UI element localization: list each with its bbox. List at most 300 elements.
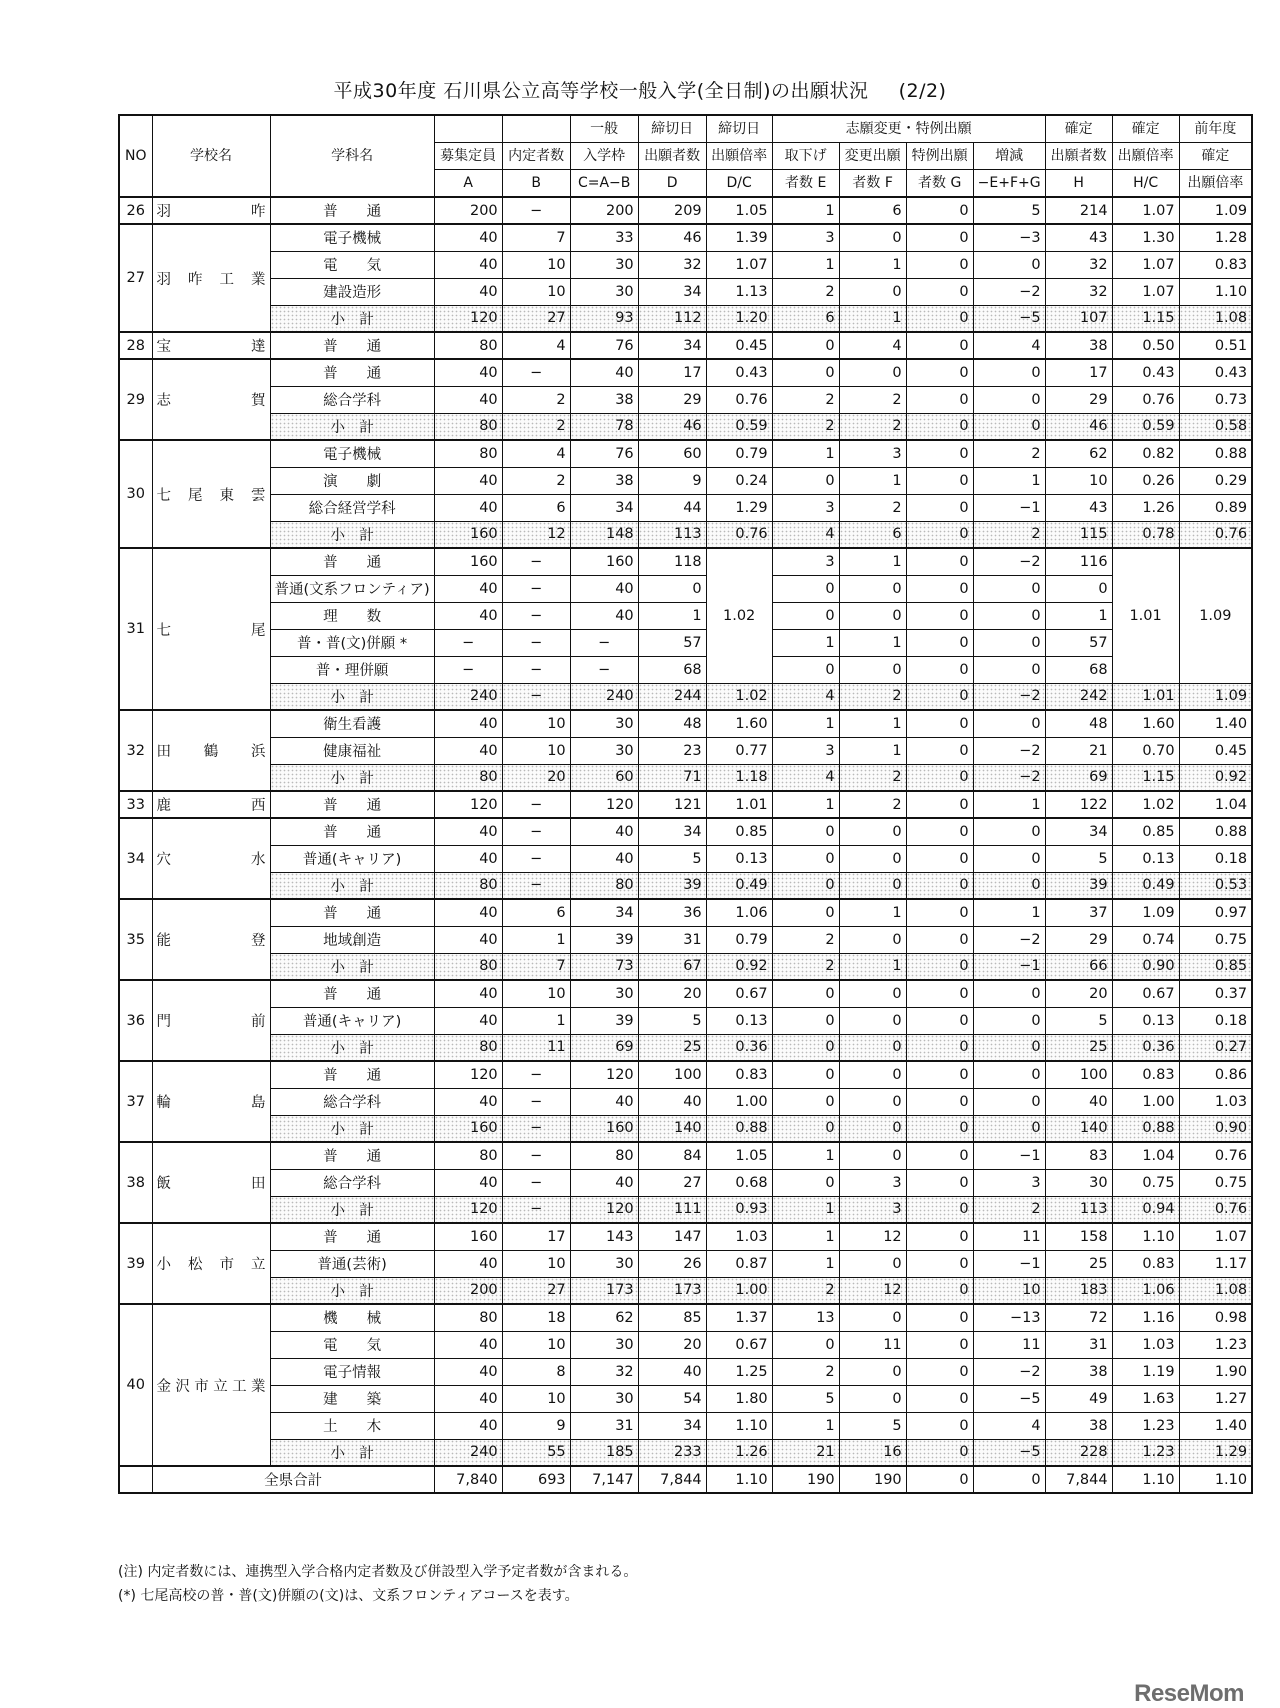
cell-e: 1 <box>772 251 839 278</box>
header-admitted-code: B <box>502 170 570 198</box>
cell-dc: 0.92 <box>706 953 772 980</box>
cell-d: 39 <box>638 872 706 899</box>
subtotal-row <box>119 1196 1252 1223</box>
cell-d: 111 <box>638 1196 706 1223</box>
cell-prev: 0.92 <box>1179 764 1252 791</box>
subtotal-row <box>119 1277 1252 1304</box>
total-c: 7,147 <box>570 1466 638 1493</box>
cell-d: 57 <box>638 629 706 656</box>
cell-g: 0 <box>906 1007 973 1034</box>
cell-a: 120 <box>434 1196 502 1223</box>
cell-g: 0 <box>906 224 973 251</box>
cell-f: 0 <box>839 980 906 1007</box>
cell-prev: 0.88 <box>1179 818 1252 845</box>
footnote-1: (注) 内定者数には、連携型入学合格内定者数及び併設型入学予定者数が含まれる。 <box>118 1564 638 1580</box>
subtotal-row <box>119 1439 1252 1466</box>
cell-efg: 2 <box>973 1196 1045 1223</box>
cell-f: 0 <box>839 818 906 845</box>
cell-hc: 0.50 <box>1112 332 1179 359</box>
header-final-ratio: 出願倍率 <box>1112 143 1179 170</box>
cell-f: 0 <box>839 872 906 899</box>
cell-c: 69 <box>570 1034 638 1061</box>
cell-d: 100 <box>638 1061 706 1088</box>
cell-c: 62 <box>570 1304 638 1331</box>
cell-efg: 0 <box>973 359 1045 386</box>
cell-b: 6 <box>502 494 570 521</box>
subtotal-row <box>119 521 1252 548</box>
cell-d: 60 <box>638 440 706 467</box>
dept-name: 総合学科 <box>270 1169 434 1196</box>
dept-name: 地域創造 <box>270 926 434 953</box>
cell-f: 3 <box>839 1196 906 1223</box>
table-row <box>119 440 1252 467</box>
cell-hc: 1.03 <box>1112 1331 1179 1358</box>
cell-hc: 1.00 <box>1112 1088 1179 1115</box>
cell-g: 0 <box>906 1169 973 1196</box>
cell-e: 0 <box>772 980 839 1007</box>
subtotal-row <box>119 764 1252 791</box>
page-indicator: (2/2) <box>898 80 947 102</box>
cell-c: 120 <box>570 1061 638 1088</box>
cell-a: 40 <box>434 845 502 872</box>
cell-efg: 5 <box>973 197 1045 224</box>
cell-d: 25 <box>638 1034 706 1061</box>
school-name: 輪 島 <box>152 1061 270 1142</box>
cell-prev: 1.03 <box>1179 1088 1252 1115</box>
cell-e: 1 <box>772 1196 839 1223</box>
header-delta: 増減 <box>973 143 1045 170</box>
cell-g: 0 <box>906 548 973 575</box>
table-row <box>119 1412 1252 1439</box>
cell-d: 31 <box>638 926 706 953</box>
cell-a: 200 <box>434 197 502 224</box>
cell-dc: 0.77 <box>706 737 772 764</box>
cell-d: 27 <box>638 1169 706 1196</box>
cell-b: 10 <box>502 278 570 305</box>
cell-g: 0 <box>906 737 973 764</box>
cell-prev: 1.23 <box>1179 1331 1252 1358</box>
merged-ratio-prev: 1.09 <box>1179 548 1252 683</box>
school-no: 38 <box>119 1142 152 1223</box>
cell-a: 160 <box>434 548 502 575</box>
table-row <box>119 845 1252 872</box>
cell-dc: 0.67 <box>706 1331 772 1358</box>
cell-g: 0 <box>906 1034 973 1061</box>
cell-g: 0 <box>906 845 973 872</box>
cell-dc: 1.20 <box>706 305 772 332</box>
cell-d: 48 <box>638 710 706 737</box>
header-deadline-ratio-code: D/C <box>706 170 772 198</box>
cell-h: 43 <box>1045 224 1112 251</box>
cell-prev: 0.98 <box>1179 1304 1252 1331</box>
cell-efg: 0 <box>973 818 1045 845</box>
dept-name: 健康福祉 <box>270 737 434 764</box>
cell-b: 10 <box>502 737 570 764</box>
cell-e: 1 <box>772 629 839 656</box>
cell-hc: 1.26 <box>1112 494 1179 521</box>
cell-h: 68 <box>1045 656 1112 683</box>
subtotal-label: 小 計 <box>270 953 434 980</box>
cell-h: 25 <box>1045 1034 1112 1061</box>
school-name: 宝 達 <box>152 332 270 359</box>
table-row <box>119 386 1252 413</box>
school-name: 飯 田 <box>152 1142 270 1223</box>
cell-f: 0 <box>839 845 906 872</box>
total-e: 190 <box>772 1466 839 1493</box>
cell-g: 0 <box>906 1439 973 1466</box>
cell-g: 0 <box>906 953 973 980</box>
cell-efg: −2 <box>973 548 1045 575</box>
cell-a: 40 <box>434 467 502 494</box>
cell-prev: 1.04 <box>1179 791 1252 818</box>
cell-d: 34 <box>638 278 706 305</box>
cell-a: 40 <box>434 818 502 845</box>
cell-f: 0 <box>839 1034 906 1061</box>
dept-name: 電子機械 <box>270 224 434 251</box>
cell-d: 71 <box>638 764 706 791</box>
dept-name: 普 通 <box>270 1142 434 1169</box>
cell-g: 0 <box>906 1061 973 1088</box>
total-row <box>119 1466 1252 1493</box>
cell-h: 37 <box>1045 899 1112 926</box>
cell-efg: 0 <box>973 980 1045 1007</box>
cell-e: 3 <box>772 737 839 764</box>
cell-prev: 1.09 <box>1179 197 1252 224</box>
cell-e: 4 <box>772 521 839 548</box>
cell-b: − <box>502 1088 570 1115</box>
cell-dc: 1.25 <box>706 1358 772 1385</box>
cell-b: 27 <box>502 305 570 332</box>
total-prev: 1.10 <box>1179 1466 1252 1493</box>
cell-dc: 1.02 <box>706 683 772 710</box>
cell-hc: 0.49 <box>1112 872 1179 899</box>
cell-g: 0 <box>906 440 973 467</box>
table-row <box>119 791 1252 818</box>
cell-c: 30 <box>570 980 638 1007</box>
cell-f: 3 <box>839 440 906 467</box>
header-withdrawn: 取下げ <box>772 143 839 170</box>
cell-h: 69 <box>1045 764 1112 791</box>
cell-b: 17 <box>502 1223 570 1250</box>
header-changed: 変更出願 <box>839 143 906 170</box>
cell-c: 30 <box>570 278 638 305</box>
cell-e: 0 <box>772 1088 839 1115</box>
cell-h: 0 <box>1045 575 1112 602</box>
cell-c: 120 <box>570 791 638 818</box>
cell-hc: 0.26 <box>1112 467 1179 494</box>
cell-b: − <box>502 359 570 386</box>
table-row <box>119 1250 1252 1277</box>
cell-a: 120 <box>434 1061 502 1088</box>
cell-prev: 1.29 <box>1179 1439 1252 1466</box>
cell-d: 9 <box>638 467 706 494</box>
cell-efg: 0 <box>973 710 1045 737</box>
cell-hc: 1.07 <box>1112 278 1179 305</box>
cell-b: − <box>502 1196 570 1223</box>
school-no: 31 <box>119 548 152 710</box>
header-final-applicants-code: H <box>1045 170 1112 198</box>
cell-b: 11 <box>502 1034 570 1061</box>
cell-hc: 0.82 <box>1112 440 1179 467</box>
cell-h: 32 <box>1045 251 1112 278</box>
cell-d: 5 <box>638 1007 706 1034</box>
subtotal-label: 小 計 <box>270 1277 434 1304</box>
header-special: 特例出願 <box>906 143 973 170</box>
cell-c: 93 <box>570 305 638 332</box>
cell-dc: 0.88 <box>706 1115 772 1142</box>
cell-hc: 0.59 <box>1112 413 1179 440</box>
cell-d: 54 <box>638 1385 706 1412</box>
dept-name: 電 気 <box>270 251 434 278</box>
cell-g: 0 <box>906 1331 973 1358</box>
cell-a: 40 <box>434 494 502 521</box>
cell-g: 0 <box>906 467 973 494</box>
cell-a: 40 <box>434 926 502 953</box>
cell-dc: 1.18 <box>706 764 772 791</box>
table-row <box>119 1358 1252 1385</box>
header-prev-ratio: 確定 <box>1179 143 1252 170</box>
cell-b: − <box>502 602 570 629</box>
cell-a: 240 <box>434 1439 502 1466</box>
cell-prev: 0.45 <box>1179 737 1252 764</box>
cell-efg: 1 <box>973 467 1045 494</box>
cell-dc: 1.01 <box>706 791 772 818</box>
cell-f: 1 <box>839 737 906 764</box>
cell-f: 1 <box>839 548 906 575</box>
cell-b: − <box>502 683 570 710</box>
cell-g: 0 <box>906 413 973 440</box>
cell-b: 10 <box>502 710 570 737</box>
cell-c: 148 <box>570 521 638 548</box>
cell-c: 40 <box>570 1088 638 1115</box>
cell-f: 0 <box>839 1250 906 1277</box>
cell-hc: 0.78 <box>1112 521 1179 548</box>
cell-c: 143 <box>570 1223 638 1250</box>
cell-e: 1 <box>772 440 839 467</box>
cell-f: 2 <box>839 494 906 521</box>
cell-f: 1 <box>839 629 906 656</box>
cell-c: 40 <box>570 575 638 602</box>
school-no: 34 <box>119 818 152 899</box>
school-name: 鹿 西 <box>152 791 270 818</box>
cell-f: 0 <box>839 1385 906 1412</box>
cell-hc: 1.60 <box>1112 710 1179 737</box>
dept-name: 普 通 <box>270 359 434 386</box>
cell-hc: 1.09 <box>1112 899 1179 926</box>
cell-e: 4 <box>772 764 839 791</box>
cell-h: 214 <box>1045 197 1112 224</box>
cell-h: 1 <box>1045 602 1112 629</box>
cell-g: 0 <box>906 602 973 629</box>
cell-efg: 1 <box>973 899 1045 926</box>
cell-dc: 1.06 <box>706 899 772 926</box>
cell-efg: −2 <box>973 737 1045 764</box>
cell-dc: 1.37 <box>706 1304 772 1331</box>
cell-hc: 1.23 <box>1112 1412 1179 1439</box>
dept-name: 普 通 <box>270 899 434 926</box>
dept-name: 普 通 <box>270 980 434 1007</box>
cell-f: 1 <box>839 899 906 926</box>
cell-prev: 1.90 <box>1179 1358 1252 1385</box>
cell-f: 1 <box>839 953 906 980</box>
cell-efg: 0 <box>973 386 1045 413</box>
cell-h: 17 <box>1045 359 1112 386</box>
cell-hc: 0.85 <box>1112 818 1179 845</box>
cell-c: 40 <box>570 1169 638 1196</box>
cell-h: 30 <box>1045 1169 1112 1196</box>
cell-h: 115 <box>1045 521 1112 548</box>
cell-e: 0 <box>772 872 839 899</box>
cell-d: 34 <box>638 818 706 845</box>
cell-h: 25 <box>1045 1250 1112 1277</box>
total-dc: 1.10 <box>706 1466 772 1493</box>
cell-e: 2 <box>772 278 839 305</box>
cell-d: 46 <box>638 413 706 440</box>
subtotal-label: 小 計 <box>270 872 434 899</box>
cell-hc: 0.90 <box>1112 953 1179 980</box>
resemom-logo: ReseMom <box>1134 1680 1244 1707</box>
cell-hc: 0.75 <box>1112 1169 1179 1196</box>
dept-name: 普通(芸術) <box>270 1250 434 1277</box>
dept-name: 普 通 <box>270 818 434 845</box>
cell-prev: 0.76 <box>1179 521 1252 548</box>
cell-c: 73 <box>570 953 638 980</box>
cell-hc: 1.07 <box>1112 251 1179 278</box>
header-special-code: 者数 G <box>906 170 973 198</box>
header-changed-code: 者数 F <box>839 170 906 198</box>
school-no: 33 <box>119 791 152 818</box>
header-final-ratio-top: 確定 <box>1112 115 1179 143</box>
cell-efg: −2 <box>973 764 1045 791</box>
cell-a: 160 <box>434 1115 502 1142</box>
cell-g: 0 <box>906 656 973 683</box>
dept-name: 普 通 <box>270 1223 434 1250</box>
cell-a: 40 <box>434 1250 502 1277</box>
cell-prev: 0.89 <box>1179 494 1252 521</box>
school-no: 28 <box>119 332 152 359</box>
cell-c: 200 <box>570 197 638 224</box>
cell-d: 23 <box>638 737 706 764</box>
cell-b: 7 <box>502 953 570 980</box>
cell-d: 233 <box>638 1439 706 1466</box>
subtotal-label: 小 計 <box>270 305 434 332</box>
cell-e: 0 <box>772 575 839 602</box>
cell-hc: 1.23 <box>1112 1439 1179 1466</box>
cell-hc: 1.10 <box>1112 1223 1179 1250</box>
cell-c: 30 <box>570 737 638 764</box>
cell-efg: −3 <box>973 224 1045 251</box>
cell-h: 228 <box>1045 1439 1112 1466</box>
cell-hc: 1.04 <box>1112 1142 1179 1169</box>
cell-a: 80 <box>434 953 502 980</box>
dept-name: 普・理併願 <box>270 656 434 683</box>
cell-efg: 0 <box>973 575 1045 602</box>
cell-f: 1 <box>839 710 906 737</box>
cell-c: 34 <box>570 899 638 926</box>
total-b: 693 <box>502 1466 570 1493</box>
cell-efg: 0 <box>973 872 1045 899</box>
cell-e: 0 <box>772 1061 839 1088</box>
cell-e: 0 <box>772 1169 839 1196</box>
cell-e: 0 <box>772 359 839 386</box>
dept-name: 普・普(文)併願 * <box>270 629 434 656</box>
cell-dc: 0.79 <box>706 926 772 953</box>
total-hc: 1.10 <box>1112 1466 1179 1493</box>
cell-h: 39 <box>1045 872 1112 899</box>
header-withdrawn-code: 者数 E <box>772 170 839 198</box>
cell-prev: 0.75 <box>1179 1169 1252 1196</box>
cell-efg: 0 <box>973 656 1045 683</box>
cell-b: 4 <box>502 440 570 467</box>
cell-hc: 1.15 <box>1112 764 1179 791</box>
cell-a: 40 <box>434 737 502 764</box>
cell-g: 0 <box>906 1304 973 1331</box>
cell-b: 2 <box>502 413 570 440</box>
cell-b: 2 <box>502 467 570 494</box>
school-no: 27 <box>119 224 152 332</box>
dept-name: 総合学科 <box>270 1088 434 1115</box>
cell-b: − <box>502 1061 570 1088</box>
cell-prev: 0.76 <box>1179 1196 1252 1223</box>
cell-e: 2 <box>772 953 839 980</box>
table-row <box>119 1088 1252 1115</box>
cell-d: 173 <box>638 1277 706 1304</box>
subtotal-row <box>119 872 1252 899</box>
cell-e: 0 <box>772 332 839 359</box>
cell-e: 0 <box>772 467 839 494</box>
cell-f: 2 <box>839 386 906 413</box>
cell-f: 0 <box>839 1115 906 1142</box>
subtotal-label: 小 計 <box>270 521 434 548</box>
cell-efg: −13 <box>973 1304 1045 1331</box>
cell-prev: 1.40 <box>1179 710 1252 737</box>
cell-h: 242 <box>1045 683 1112 710</box>
cell-efg: −5 <box>973 1385 1045 1412</box>
school-no: 36 <box>119 980 152 1061</box>
table-row <box>119 359 1252 386</box>
cell-e: 2 <box>772 926 839 953</box>
cell-g: 0 <box>906 278 973 305</box>
cell-e: 13 <box>772 1304 839 1331</box>
cell-c: 76 <box>570 332 638 359</box>
cell-g: 0 <box>906 1196 973 1223</box>
cell-h: 29 <box>1045 386 1112 413</box>
cell-e: 5 <box>772 1385 839 1412</box>
cell-efg: 0 <box>973 413 1045 440</box>
cell-b: − <box>502 818 570 845</box>
cell-b: − <box>502 845 570 872</box>
cell-a: 40 <box>434 1385 502 1412</box>
cell-c: 40 <box>570 818 638 845</box>
cell-a: 40 <box>434 224 502 251</box>
cell-c: 38 <box>570 467 638 494</box>
cell-h: 158 <box>1045 1223 1112 1250</box>
cell-dc: 0.49 <box>706 872 772 899</box>
cell-c: 33 <box>570 224 638 251</box>
cell-e: 1 <box>772 1412 839 1439</box>
cell-g: 0 <box>906 818 973 845</box>
cell-h: 32 <box>1045 278 1112 305</box>
dept-name: 電子機械 <box>270 440 434 467</box>
cell-e: 3 <box>772 548 839 575</box>
cell-efg: 0 <box>973 1034 1045 1061</box>
cell-e: 1 <box>772 1250 839 1277</box>
cell-f: 4 <box>839 332 906 359</box>
cell-dc: 0.13 <box>706 1007 772 1034</box>
cell-f: 1 <box>839 305 906 332</box>
dept-name: 演 劇 <box>270 467 434 494</box>
cell-e: 0 <box>772 1115 839 1142</box>
